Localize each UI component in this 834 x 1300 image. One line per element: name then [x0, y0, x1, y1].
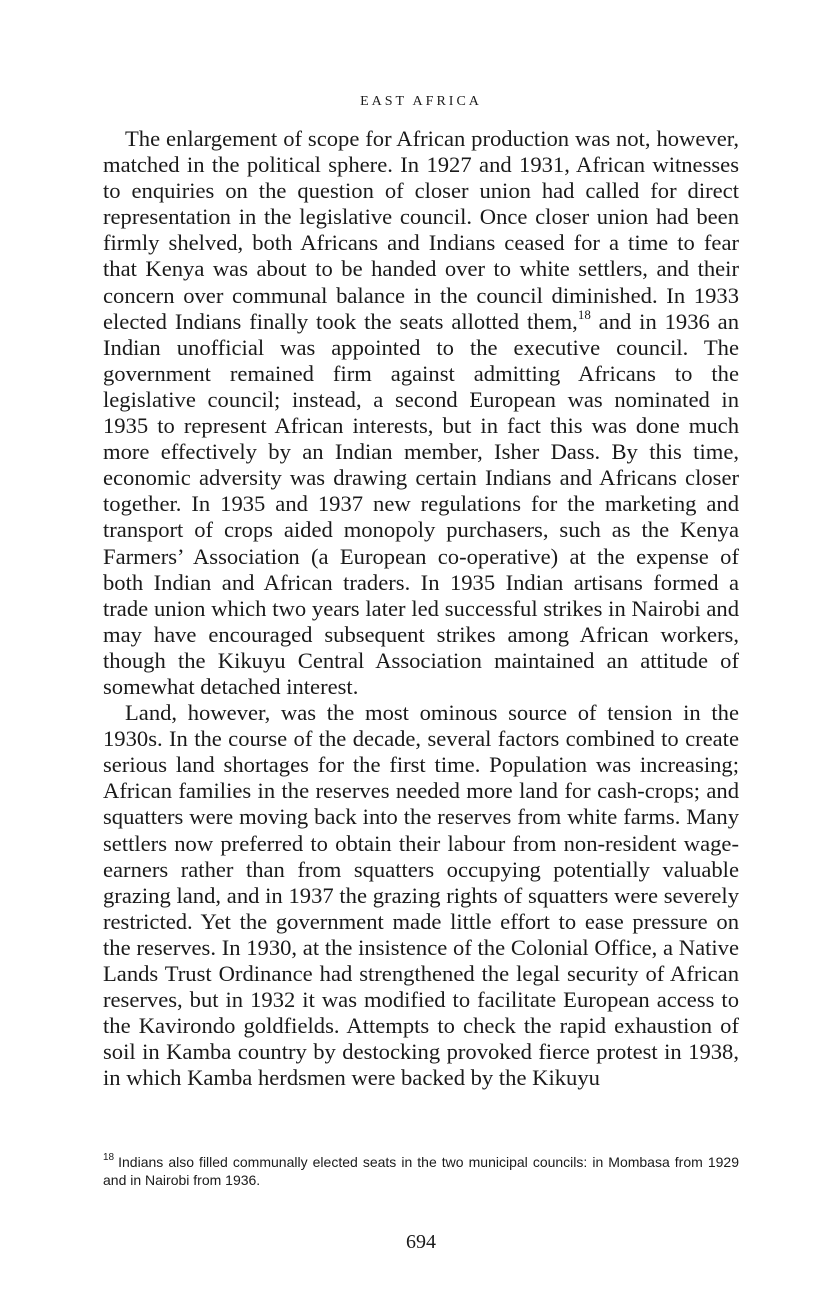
- footnote-mark: 18: [103, 1152, 115, 1163]
- footnote-text: Indians also filled communally elected seats in the two municipal councils: in Mombasa from 1929 and in Nairobi from 1936.: [103, 1154, 739, 1188]
- paragraph-1-text-a: The enlargement of scope for African production was not, however, matched in the political sphere. In 1927 and 1931, African witnesses to enquiries on the question of closer union had called for direct representation in the legislative council. Once closer union had been firmly shelved, both Africans and Indians ceased for a time to fear that Kenya was about to be handed over to white settlers, and their concern over communal balance in the council diminished. In 1933 elected Indians finally took the seats allotted them,: [103, 126, 739, 334]
- body-text: [103, 126, 739, 1091]
- footnote: [103, 1153, 739, 1189]
- footnote-reference: 18: [577, 306, 591, 322]
- running-head: EAST AFRICA: [360, 94, 482, 109]
- paragraph-1: [103, 126, 739, 700]
- paragraph-2: Land, however, was the most ominous source of tension in the 1930s. In the course of the decade, several factors combined to create serious land shortages for the first time. Population was increasing; African families in the reserves needed more land for cash-crops; and squatters were moving back into the reserves from white farms. Many settlers now preferred to obtain their labour from non-resident wage-earners rather than from squatters occupying potentially valuable grazing land, and in 1937 the grazing rights of squatters were severely restricted. Yet the government made little effort to ease pressure on the reserves. In 1930, at the insistence of the Colonial Office, a Native Lands Trust Ordinance had strengthened the legal security of African reserves, but in 1932 it was modified to facilitate European access to the Kavirondo goldfields. Attempts to check the rapid exhaustion of soil in Kamba country by destocking provoked fierce protest in 1938, in which Kamba herdsmen were backed by the Kikuyu: [103, 700, 739, 1091]
- paragraph-1-text-b: and in 1936 an Indian unofficial was appointed to the executive council. The government remained firm against admitting Africans to the legislative council; instead, a second European was nominated in 1935 to represent African interests, but in fact this was done much more effectively by an Indian member, Isher Dass. By this time, economic adversity was drawing certain Indians and Africans closer together. In 1935 and 1937 new regulations for the marketing and transport of crops aided monopoly purchasers, such as the Kenya Farmers’ Association (a European co-operative) at the expense of both Indian and African traders. In 1935 Indian artisans formed a trade union which two years later led successful strikes in Nairobi and may have encouraged subsequent strikes among African workers, though the Kikuyu Central Association maintained an attitude of somewhat detached interest.: [103, 308, 739, 699]
- page-number: 694: [406, 1231, 436, 1253]
